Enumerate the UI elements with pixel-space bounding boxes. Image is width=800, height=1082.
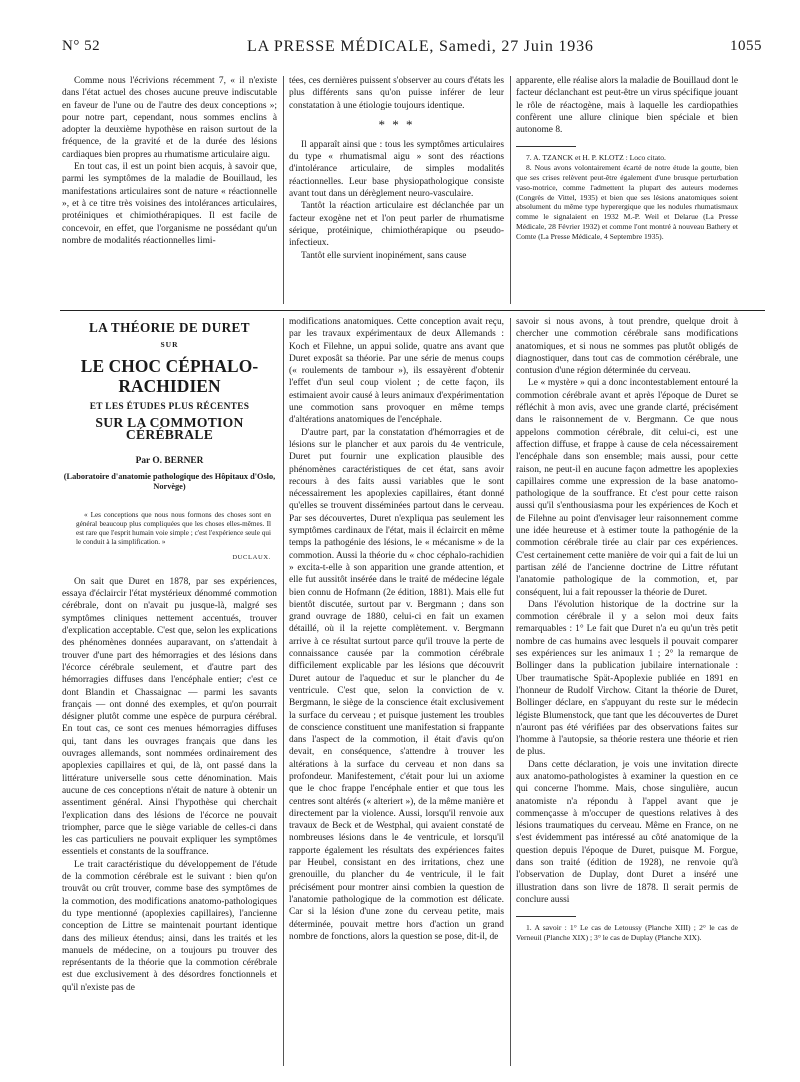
page-header (62, 38, 762, 60)
column-divider (283, 76, 284, 304)
epigraph (76, 511, 271, 548)
column-divider (510, 318, 511, 1066)
paragraph: modifications anatomiques. Cette conception avait reçu, par les travaux expérimentaux de deux Allemands : Koch et Filehne, un appui solide, quatre ans avant que Duret exposât sa théorie. Par une série de menus coups (« roulements de tambour »), ils essayèrent d'obtenir l'effet d'un seul coup violent ; de cette façon, ils estimaient avoir causé à leurs animaux d'expérimentation une commotion sans provoquer en même temps d'altérations anatomiques de l'encéphale. (289, 317, 504, 426)
paragraph: apparente, elle réalise alors la maladie de Bouillaud dont le facteur déclanchant est peut-être un virus spécifique jouant le rôle de réactogène, mais à laquelle les cardiopathies confèrent une allure clinique bien spéciale et bien autonome 8. (516, 76, 738, 136)
column-divider (283, 318, 284, 1066)
paragraph: savoir si nous avons, à tout prendre, quelque droit à chercher une commotion cérébrale sans modifications anatomiques, et si nous ne sommes pas plutôt obligés de diagnostiquer, dans tout cas de commotion cérébrale, une contusion d'une région déterminée du cerveau. (516, 317, 738, 377)
paragraph: Le trait caractéristique du développement de l'étude de la commotion cérébrale est le suivant : bien qu'on trouvât ou crût trouver, comme base des symptômes de la commotion, des modifications anatomo-pathologiques du type mentionné (apoplexies capillaires), l'ancienne conception de Littre se maintenait pourtant identique dans des milieux étendus; ainsi, dans les traités et les manuels de médecine, on a toujours pu trouver des représentants de la théorie que la commotion cérébrale est due exclusivement à des désordres fonctionnels et qu'il n'existe pas de (62, 859, 277, 993)
paragraph: D'autre part, par la constatation d'hémorragies et de lésions sur le plancher et aux parois du 4e ventricule, Duret put fournir une explication plausible des phénomènes caractéristiques de cet état, sans avoir recours à des faits aussi variables que le sont nécessairement les apoplexies capillaires, étant donné qu'elles se trouvent disséminées partout dans le cerveau. Par ses découvertes, Duret n'expliqua pas seulement les symptômes cardinaux de l'état, mais il éclaircit en même temps la pathogénie des lésions, le « mécanisme » de la commotion. Aussi la théorie du « choc céphalo-rachidien » excita-t-elle à son apparition une grande attention, et elle fut aussitôt insérée dans le traité de médecine légale bien connu de Hofmann (2e édition, 1881). Mais elle fut bientôt discutée, surtout par v. Bergmann ; dans son grand ouvrage de 1880, celui-ci en fait un examen détaillé, où il la rejette complètement. v. Bergmann arrive à ce résultat surtout parce qu'il trouve la perte de connaissance causée par la commotion cérébrale difficilement explicable par les lésions que découvrit Duret autour de l'aqueduc et sur le plancher du 4e ventricule. C'est que, selon la conviction de v. Bergmann, le siège de la conscience était exclusivement la surface du cerveau ; et puisque justement les troubles de conscience constituent une manifestation si frappante dans l'aspect de la commotion, il était d'avis qu'on devait, en conséquence, s'attendre à trouver les altérations à la surface du cerveau et non dans sa profondeur. Manifestement, c'était pour lui un axiome que le choc frappe l'encéphale entier et que tous les centres sont altérés (« alteriert »), de la même manière et directement par la violence. Aussi, lorsqu'il renvoie aux travaux de Beck et de Westphal, qui avaient constaté de nombreuses lésions dans le 4e ventricule, et lorsqu'il rapporte également les résultats des expériences faites par Heubel, consistant en des irritations, chez une grenouille, du plancher du 4e ventricule, il le fait précisément pour montrer ainsi combien la question de l'anatomie pathologique de la commotion est délicate. Car si la lésion d'une zone du cerveau petite, mais déterminée, pouvait mettre hors d'action un grand nombre de fonctions, alors la question se pose, dit-il, de (289, 427, 504, 942)
paragraph: En tout cas, il est un point bien acquis, à savoir que, parmi les symptômes de la maladie de Bouillaud, les manifestations articulaires sont de nature « réactionnelle », et à ce titre très voisines des intolérances articulaires, protéiniques et chimiothérapiques. Il est facile de concevoir, en effet, que l'organisme ne possédant qu'un nombre de modalités réactionnelles limi- (62, 162, 277, 246)
affiliation: (Laboratoire d'anatomie pathologique des Hôpitaux d'Oslo, Norvège) (63, 471, 276, 492)
top-column-3 (516, 75, 738, 309)
paragraph: Tantôt la réaction articulaire est déclanchée par un facteur exogène net et l'on peut parler de rhumatisme sérique, protéinique, chimiothérapique ou pseudo-infectieux. (289, 201, 504, 249)
article-column-2 (289, 316, 504, 1066)
page-number: 1055 (730, 38, 762, 54)
article-footnotes (516, 916, 738, 943)
paragraph: Le « mystère » qui a donc incontestablement entouré la commotion cérébrale avant et après l'époque de Duret se réfléchit à mon avis, avec une grande clarté, précisément dans le raisonnement de v. Bergmann. Ce que nous appelons commotion cérébrale, dit celui-ci, est une affection diffuse, et frappe à cause de cela nécessairement l'encéphale dans son ensemble; mais aussi, pour cette raison, ne peut-il en aucune façon admettre les apoplexies capillaires comme une expression de la base anatomo-pathologique de la souffrance. Et c'est pour cette raison aussi qu'il s'enthousiasma pour les expériences de Koch et de Filehne au point d'envisager leur raisonnement comme une idée heureuse et à estimer toute la pathogénie de la commotion cérébrale tirée au clair par ces expériences. C'est certainement cette manière de voir qui a fait de lui un partisan zélé de l'ancienne doctrine de Littre réfutant l'anatomie pathologique de la commotion, et, par conséquent, lui a fait repousser la théorie de Duret. (516, 378, 738, 598)
footnotes (516, 146, 738, 241)
title-line-3: ET LES ÉTUDES PLUS RÉCENTES (89, 401, 250, 412)
article-column-3 (516, 316, 738, 1066)
title-line-1: LA THÉORIE DE DURET (89, 320, 250, 335)
article-column-1 (62, 316, 277, 1066)
article-title (62, 322, 277, 493)
paragraph: Comme nous l'écrivions récemment 7, « il n'existe dans l'état actuel des choses aucune preuve indiscutable en faveur de l'une ou de l'autre des deux conceptions »; pour notre part, cependant, nous sommes enclins à adopter la deuxième hypothèse en raison surtout de la fréquence, de la gravité et de la durée des lésions cardiaques bien propres au rhumatisme articulaire aigu. (62, 76, 277, 160)
horizontal-rule (60, 310, 765, 311)
paragraph: Tantôt elle survient inopinément, sans cause (301, 250, 467, 261)
epigraph-text: « Les conceptions que nous nous formons des choses sont en général beaucoup plus compliquées que les choses elles-mêmes. Il est rare que l'esprit humain voie simple ; c'est l'expérience seule qui le conduit à la simplification. » (76, 510, 271, 547)
issue-number: N° 52 (62, 38, 101, 54)
top-column-1 (62, 75, 277, 309)
title-sur: SUR (160, 340, 179, 350)
paragraph: Dans l'évolution historique de la doctrine sur la commotion cérébrale il y a selon moi deux faits remarquables : 1° Le fait que Duret n'a eu qu'un très petit nombre de cas humains avec lesquels il pouvait comparer ses expériences sur les animaux 1 ; 2° la remarque de Bollinger dans la publication jubilaire internationale : Uber traumatische Spät-Apoplexie publiée en 1891 en l'honneur de Rudolf Virchow. Citant la théorie de Duret, Bollinger déclare, en s'appuyant du reste sur le médecin légiste Blumenstock, que tant que les découvertes de Duret n'auront pas été vérifiées par des observations faites sur l'homme à l'autopsie, sa théorie restera une théorie et rien de plus. (516, 599, 738, 758)
paragraph: Il apparaît ainsi que : tous les symptômes articulaires du type « rhumatismal aigu » sont des réactions d'intolérance articulaire, de simples modalités réactionnelles. Leur base physiopathologique consiste avant tout dans un dérèglement neuro-vasculaire. (289, 139, 504, 200)
footnote: 1. A savoir : 1° Le cas de Letoussy (Planche XIII) ; 2° le cas de Verneuil (Planche XIX) ; 3° le cas de Duplay (Planche XIX). (516, 923, 738, 943)
top-column-2 (289, 75, 504, 309)
paragraph: Dans cette déclaration, je vois une invitation directe aux anatomo-pathologistes à examiner la question en ce qui concerne l'homme. Mais, chose singulière, aucun anatomiste n'a répondu à l'appel avant que je commençasse à m'occuper de questions relatives à des lésions traumatiques du cerveau. Même en France, on ne s'est évidemment pas intéressé au côté anatomique de la question depuis l'époque de Duret, puisque M. Forgue, dans son traité (édition de 1928), ne renvoie qu'à l'observation de Duplay, dont Duret a inséré une illustration dans son livre de 1878. Il serait permis de conclure aussi (516, 759, 738, 905)
paragraph: tées, ces dernières puissent s'observer au cours d'états les plus différents sans qu'on puisse inférer de leur constatation à une étiologie toujours identique. (289, 76, 504, 111)
section-separator: * * * (378, 116, 415, 132)
epigraph-author: DUCLAUX. (232, 553, 271, 561)
paragraph: On sait que Duret en 1878, par ses expériences, essaya d'éclaircir l'état mystérieux dénommé commotion cérébrale, dont on n'avait pu jusque-là, malgré ses symptômes cliniques nettement accentués, trouver d'explication acceptable. C'est que, selon les explications des phénomènes données auparavant, on s'attendait à trouver d'une part des hémorragies et des lésions dans l'écorce cérébrale seulement, et d'autre part des hémorragies diffuses dans l'encéphale entier; c'est ce dont Blandin et Chassaignac — parmi les savants français — ont donné des exemples, et qu'on pourrait désigner plutôt comme une espèce de purpura cérébral. En tout cas, ce sont ces menues hémorragies diffuses qui, tant dans les ouvrages français que dans les ouvrages allemands, sont nommées ordinairement des apoplexies capillaires et qui, de là, ont passé dans la littérature universelle sous cette dénomination. Mais aucune de ces conceptions n'était de nature à obtenir un assentiment général. Ainsi l'hypothèse qui cherchait l'explication dans des lésions de l'écorce ne pouvait triompher, parce que le siège variable de celles-ci dans les cas particuliers ne pouvait expliquer les symptômes essentiels et constants de la souffrance. (62, 576, 277, 858)
journal-title: LA PRESSE MÉDICALE, Samedi, 27 Juin 1936 (247, 38, 594, 55)
title-line-2: LE CHOC CÉPHALO-RACHIDIEN (80, 355, 259, 396)
author: Par O. BERNER (135, 456, 204, 467)
column-divider (510, 76, 511, 304)
footnote: 7. A. TZANCK et H. P. KLOTZ : Loco citato. (526, 153, 666, 163)
footnote: 8. Nous avons volontairement écarté de notre étude la goutte, bien que ses crises relèvent peut-être également d'une brusque perturbation vaso-motrice, comme l'admettent la plupart des auteurs modernes (Congrès de Vittel, 1935) et bien que ses lésions anatomiques soient absolument du même type hyperergique que les nodules rhumatismaux comme le signalaient en 1932 M.-P. Weil et Delarue (La Presse Médicale, 28 Février 1932) et comme l'ont montré à nouveau Bathery et Comte (La Presse Médicale, 4 Septembre 1935). (516, 163, 738, 241)
title-line-4: SUR LA COMMOTION CÉRÉBRALE (95, 414, 244, 443)
